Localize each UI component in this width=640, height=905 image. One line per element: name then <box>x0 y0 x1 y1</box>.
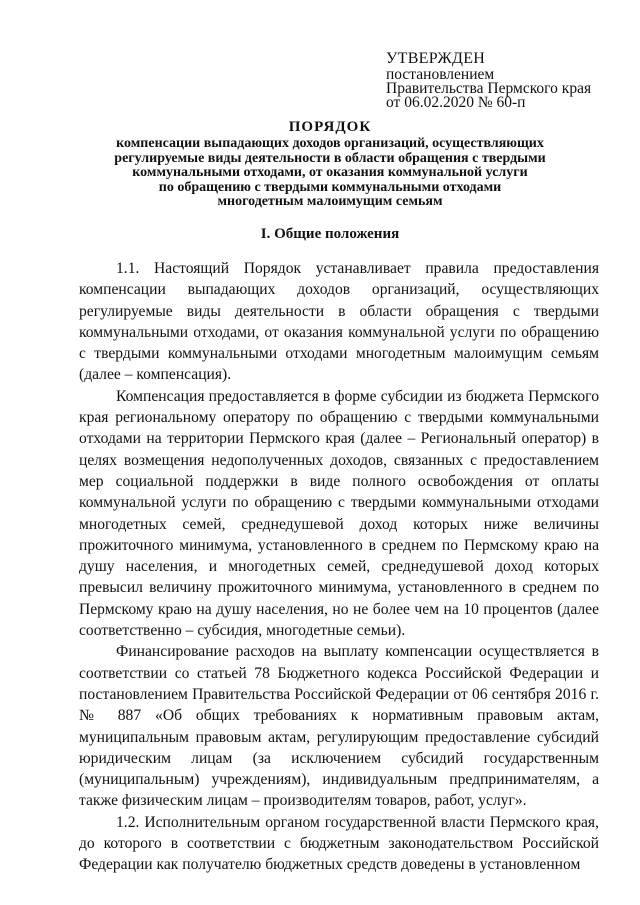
subtitle-line: многодетным малоимущим семьям <box>217 194 443 209</box>
approval-title: УТВЕРЖДЕН <box>386 50 486 67</box>
approval-line: постановлением <box>386 66 495 83</box>
approval-stamp <box>386 52 626 110</box>
document-subtitle <box>60 137 600 210</box>
document-title: ПОРЯДОК <box>288 119 372 135</box>
paragraph: Компенсация предоставляется в форме субсидии из бюджета Пермского края региональному оператору по обращению с твердыми коммунальными отходами на территории Пермского края (далее – Региональный оператор) в целях возмещения недополученных доходов, связанных с предоставлением мер социальной поддержки в виде полного освобождения от оплаты коммунальной услуги по обращению с твердыми коммунальными отходами многодетных семей, среднедушевой доход которых ниже величины прожиточного минимума, установленного в среднем по Пермскому краю на душу населения, и многодетных семей, среднедушевой доход которых превысил величину прожиточного минимума, установленного в среднем по Пермскому краю на душу населения, но не более чем на 10 процентов (далее соответственно – субсидия, многодетные семьи). <box>79 387 599 640</box>
approval-line: от 06.02.2020 № 60-п <box>386 94 526 111</box>
body-text <box>79 258 599 876</box>
subtitle-line: по обращению с твердыми коммунальными отходами <box>158 179 502 195</box>
paragraph: Финансирование расходов на выплату компенсации осуществляется в соответствии со статьей 78 Бюджетного кодекса Российской Федерации и постановлением Правительства Российской Федерации от 06 сентября 2016 г. № 887 «Об общих требованиях к нормативным правовым актам, муниципальным правовым актам, регулирующим предоставление субсидий юридическим лицам (за исключением субсидий государственным (муниципальным) учреждениям), индивидуальным предпринимателям, а также физическим лицам – производителям товаров, работ, услуг». <box>79 643 599 810</box>
paragraph: 1.2. Исполнительным органом государственной власти Пермского края, до которого в соответствии с бюджетным законодательством Российской Федерации как получателю бюджетных средств доведены в установленном <box>79 813 599 874</box>
approval-line: Правительства Пермского края <box>386 80 592 97</box>
subtitle-line: компенсации выпадающих доходов организаций, осуществляющих <box>116 136 544 151</box>
subtitle-line: коммунальными отходами, от оказания коммунальной услуги <box>132 165 528 180</box>
paragraph: 1.1. Настоящий Порядок устанавливает правила предоставления компенсации выпадающих доходов организаций, осуществляющих регулируемые виды деятельности в области обращения с твердыми коммунальными отходами, от оказания коммунальной услуги по обращению с твердыми коммунальными отходами многодетным малоимущим семьям (далее – компенсация). <box>79 260 599 384</box>
section-heading: I. Общие положения <box>260 226 400 242</box>
subtitle-line: регулируемые виды деятельности в области обращения с твердыми <box>114 150 546 166</box>
